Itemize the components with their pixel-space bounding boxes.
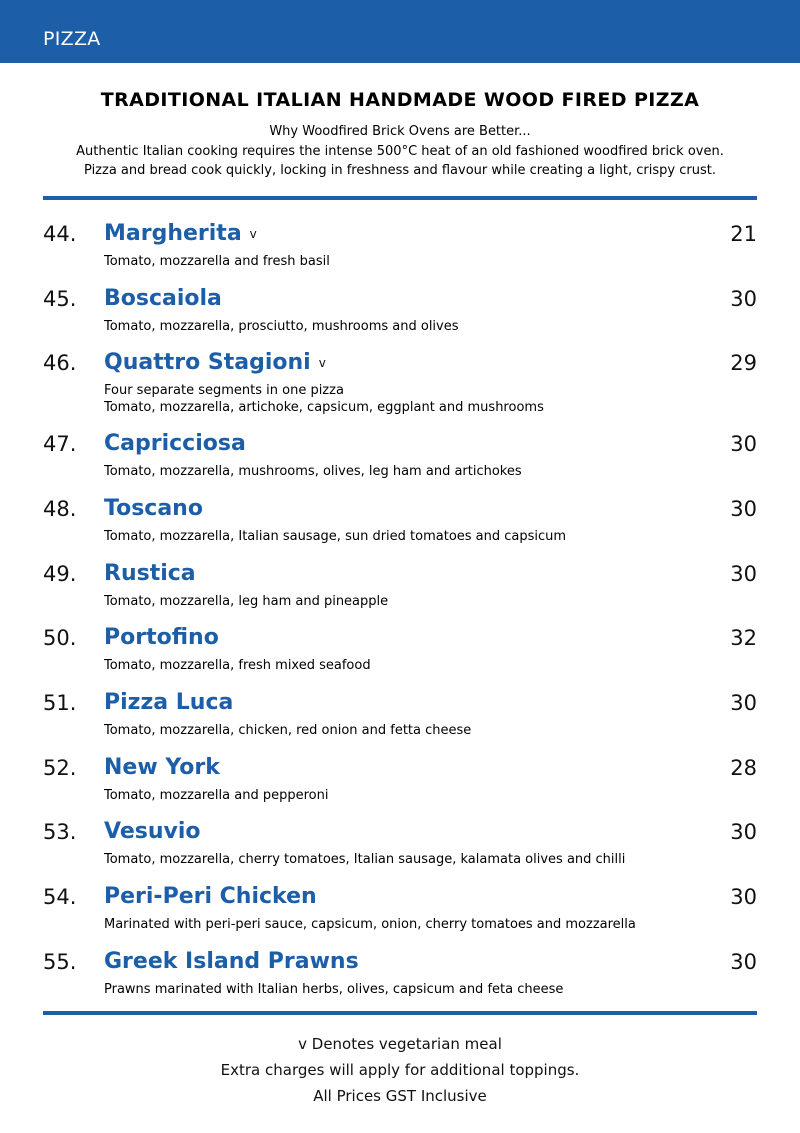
menu-item: [0, 285, 800, 345]
item-name-wrapper: [104, 495, 203, 523]
item-name: New York: [104, 755, 220, 780]
item-price: 30: [730, 691, 757, 715]
toppings-note: Extra charges will apply for additional toppings.: [220, 1061, 580, 1079]
menu-item: [0, 754, 800, 814]
intro-line-2: Authentic Italian cooking requires the intense 500°C heat of an old fashioned woodfired brick oven.: [76, 144, 724, 159]
item-name: Quattro Stagioni: [104, 350, 311, 375]
item-name-wrapper: [104, 285, 222, 313]
item-description: [104, 787, 328, 804]
item-number: 46.: [43, 351, 77, 375]
item-name-wrapper: [104, 560, 196, 588]
section-title: PIZZA: [43, 28, 101, 50]
top-divider: [43, 196, 757, 200]
menu-item: [0, 948, 800, 1008]
item-number: 45.: [43, 287, 77, 311]
item-price: 21: [730, 222, 757, 246]
item-description-line: Tomato, mozzarella, cherry tomatoes, Italian sausage, kalamata olives and chilli: [104, 852, 626, 867]
item-description: [104, 657, 371, 674]
item-description-line: Tomato, mozzarella, artichoke, capsicum, eggplant and mushrooms: [104, 400, 544, 415]
menu-item: [0, 689, 800, 749]
item-name-wrapper: [104, 818, 201, 846]
menu-item: [0, 430, 800, 490]
item-description: [104, 593, 388, 610]
item-price: 30: [730, 432, 757, 456]
item-description: [104, 253, 330, 270]
item-name-wrapper: [104, 689, 233, 717]
bottom-divider: [43, 1011, 757, 1015]
item-description-line: Tomato, mozzarella, chicken, red onion and fetta cheese: [104, 723, 472, 738]
menu-item: [0, 349, 800, 415]
veg-note: v Denotes vegetarian meal: [298, 1035, 502, 1053]
intro-line-1: Why Woodfired Brick Ovens are Better...: [269, 124, 531, 139]
item-description-line: Marinated with peri-peri sauce, capsicum, onion, cherry tomatoes and mozzarella: [104, 917, 636, 932]
item-description: [104, 463, 522, 480]
item-name-wrapper: [104, 624, 219, 652]
item-description-line: Four separate segments in one pizza: [104, 383, 344, 398]
item-price: 30: [730, 287, 757, 311]
item-name: Vesuvio: [104, 819, 201, 844]
item-name-wrapper: [104, 754, 220, 782]
item-description: [104, 382, 544, 416]
item-description: [104, 916, 636, 933]
vegetarian-mark: v: [249, 227, 257, 241]
header-bar: [0, 0, 800, 63]
item-description-line: Tomato, mozzarella, prosciutto, mushrooms and olives: [104, 319, 459, 334]
item-number: 48.: [43, 497, 77, 521]
item-number: 53.: [43, 820, 77, 844]
menu-item: [0, 560, 800, 620]
item-name: Margherita: [104, 221, 242, 246]
item-number: 44.: [43, 222, 77, 246]
item-number: 54.: [43, 885, 77, 909]
item-price: 28: [730, 756, 757, 780]
item-price: 30: [730, 820, 757, 844]
item-price: 30: [730, 885, 757, 909]
vegetarian-mark: v: [318, 356, 326, 370]
item-price: 30: [730, 562, 757, 586]
item-price: 30: [730, 950, 757, 974]
item-number: 51.: [43, 691, 77, 715]
item-description-line: Tomato, mozzarella and pepperoni: [104, 788, 329, 803]
item-name-wrapper: [104, 948, 359, 976]
menu-item: [0, 220, 800, 280]
item-name: Toscano: [104, 496, 203, 521]
item-name-wrapper: [104, 883, 317, 911]
item-number: 50.: [43, 626, 77, 650]
item-price: 32: [730, 626, 757, 650]
intro-line-3: Pizza and bread cook quickly, locking in freshness and flavour while creating a light, crispy crust.: [84, 163, 716, 178]
item-number: 55.: [43, 950, 77, 974]
item-description-line: Tomato, mozzarella and fresh basil: [104, 254, 330, 269]
item-number: 52.: [43, 756, 77, 780]
item-description-line: Tomato, mozzarella, Italian sausage, sun dried tomatoes and capsicum: [104, 529, 567, 544]
item-price: 29: [730, 351, 757, 375]
item-description: [104, 981, 563, 998]
item-description-line: Tomato, mozzarella, leg ham and pineapple: [104, 594, 389, 609]
gst-note: All Prices GST Inclusive: [313, 1087, 487, 1105]
item-description: [104, 851, 625, 868]
item-description-line: Prawns marinated with Italian herbs, olives, capsicum and feta cheese: [104, 982, 564, 997]
item-name-wrapper: [104, 430, 246, 458]
item-name: Portofino: [104, 625, 219, 650]
item-description: [104, 722, 471, 739]
page-title: TRADITIONAL ITALIAN HANDMADE WOOD FIRED PIZZA: [100, 89, 700, 111]
menu-item: [0, 818, 800, 878]
item-price: 30: [730, 497, 757, 521]
item-name-wrapper: [104, 220, 257, 248]
item-name: Peri-Peri Chicken: [104, 884, 317, 909]
item-name: Pizza Luca: [104, 690, 234, 715]
item-name: Boscaiola: [104, 286, 222, 311]
item-description-line: Tomato, mozzarella, fresh mixed seafood: [104, 658, 371, 673]
menu-item: [0, 624, 800, 684]
item-description: [104, 528, 566, 545]
item-name: Greek Island Prawns: [104, 949, 359, 974]
menu-item: [0, 883, 800, 943]
item-name-wrapper: [104, 349, 326, 377]
item-number: 47.: [43, 432, 77, 456]
item-description-line: Tomato, mozzarella, mushrooms, olives, leg ham and artichokes: [104, 464, 522, 479]
item-number: 49.: [43, 562, 77, 586]
menu-item: [0, 495, 800, 555]
item-description: [104, 318, 459, 335]
item-name: Capricciosa: [104, 431, 246, 456]
item-name: Rustica: [104, 561, 196, 586]
